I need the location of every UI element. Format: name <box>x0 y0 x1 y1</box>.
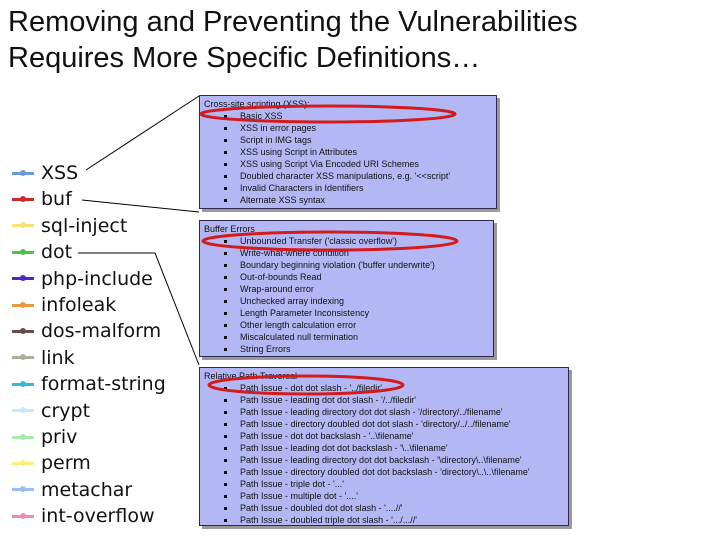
legend-swatch-icon <box>12 383 34 386</box>
definition-item: Write-what-where condition <box>204 247 489 259</box>
title-line-2: Requires More Specific Definitions… <box>8 42 481 74</box>
legend-item <box>12 503 192 529</box>
legend-item <box>12 186 192 212</box>
legend-label: priv <box>41 426 78 448</box>
legend-swatch-icon <box>12 515 34 518</box>
xss-definitions-box <box>199 95 497 209</box>
legend-item <box>12 477 192 503</box>
definition-item: Miscalculated null termination <box>204 331 489 343</box>
definition-item: Path Issue - doubled dot dot slash - '....//' <box>204 502 564 514</box>
buffer-errors-box <box>199 220 494 357</box>
connector-xss <box>86 96 199 170</box>
legend-label: sql-inject <box>41 214 128 237</box>
legend-swatch-icon <box>12 198 34 201</box>
legend-label: php-include <box>41 267 153 290</box>
legend-item <box>12 318 192 344</box>
legend-label: link <box>41 346 75 369</box>
legend-label: buf <box>41 188 72 211</box>
box-heading: Cross-site scripting (XSS): <box>204 99 310 109</box>
definition-item: Path Issue - leading dot dot backslash - '\..\filename' <box>204 442 564 454</box>
definition-item: XSS in error pages <box>204 122 492 134</box>
legend-swatch-icon <box>12 277 34 280</box>
legend-label: infoleak <box>41 294 117 316</box>
definition-item: Script in IMG tags <box>204 134 492 146</box>
legend-label: crypt <box>41 399 91 422</box>
definition-item: Wrap-around error <box>204 283 489 295</box>
legend-item <box>12 266 192 292</box>
legend-item <box>12 213 192 239</box>
slide-title <box>8 4 578 76</box>
legend-label: dos-malform <box>41 320 162 343</box>
legend-item <box>12 292 192 318</box>
legend-swatch-icon <box>12 488 34 491</box>
path-traversal-box <box>199 367 569 526</box>
legend-item <box>12 239 192 265</box>
definition-list <box>204 235 489 355</box>
legend-swatch-icon <box>12 356 34 359</box>
definition-item: Other length calculation error <box>204 319 489 331</box>
definition-item: Path Issue - doubled triple dot slash - '.../...//' <box>204 514 564 526</box>
legend-swatch-icon <box>12 172 34 175</box>
legend-item <box>12 371 192 397</box>
legend-swatch-icon <box>12 304 34 307</box>
legend-label: metachar <box>41 478 133 501</box>
definition-item: Path Issue - directory doubled dot dot slash - 'directory/../../filename' <box>204 418 564 430</box>
definition-item: Path Issue - multiple dot - '....' <box>204 490 564 502</box>
definition-item: XSS using Script Via Encoded URI Schemes <box>204 158 492 170</box>
definition-item: Path Issue - dot dot slash - '../filedir' <box>204 382 564 394</box>
legend-item <box>12 345 192 371</box>
definition-item: Doubled character XSS manipulations, e.g. '<<script' <box>204 170 492 182</box>
legend-label: dot <box>41 241 73 264</box>
definition-item: Path Issue - directory doubled dot dot backslash - 'directory\..\..\filename' <box>204 466 564 478</box>
legend-swatch-icon <box>12 462 34 465</box>
legend-swatch-icon <box>12 409 34 412</box>
definition-item: Path Issue - dot dot backslash - '..\filename' <box>204 430 564 442</box>
definition-item: Length Parameter Inconsistency <box>204 307 489 319</box>
definition-item: Basic XSS <box>204 110 492 122</box>
legend-swatch-icon <box>12 251 34 254</box>
legend-label: format-string <box>41 373 166 396</box>
legend-swatch-icon <box>12 330 34 333</box>
definition-item: Path Issue - leading directory dot dot backslash - '\directory\..\filename' <box>204 454 564 466</box>
title-line-1: Removing and Preventing the Vulnerabilities <box>8 6 578 38</box>
definition-list <box>204 382 564 526</box>
legend-item <box>12 450 192 476</box>
definition-item: Boundary beginning violation ('buffer underwrite') <box>204 259 489 271</box>
legend-label: int-overflow <box>41 505 155 528</box>
definition-item: Invalid Characters in Identifiers <box>204 182 492 194</box>
definition-item: String Errors <box>204 343 489 355</box>
legend-item <box>12 398 192 424</box>
definition-item: Unchecked array indexing <box>204 295 489 307</box>
legend-label: XSS <box>41 162 79 184</box>
definition-item: Out-of-bounds Read <box>204 271 489 283</box>
definition-list <box>204 110 492 206</box>
legend-swatch-icon <box>12 224 34 227</box>
legend-swatch-icon <box>12 436 34 439</box>
definition-item: Path Issue - triple dot - '...' <box>204 478 564 490</box>
definition-item: Unbounded Transfer ('classic overflow') <box>204 235 489 247</box>
definition-item: Alternate XSS syntax <box>204 194 492 206</box>
definition-item: XSS using Script in Attributes <box>204 146 492 158</box>
box-heading: Buffer Errors <box>204 224 255 234</box>
legend-item <box>12 160 192 186</box>
definition-item: Path Issue - leading dot dot slash - '/../filedir' <box>204 394 564 406</box>
definition-item: Path Issue - leading directory dot dot slash - '/directory/../filename' <box>204 406 564 418</box>
legend-item <box>12 424 192 450</box>
legend-label: perm <box>41 452 91 475</box>
box-heading: Relative Path Traversal <box>204 371 298 381</box>
